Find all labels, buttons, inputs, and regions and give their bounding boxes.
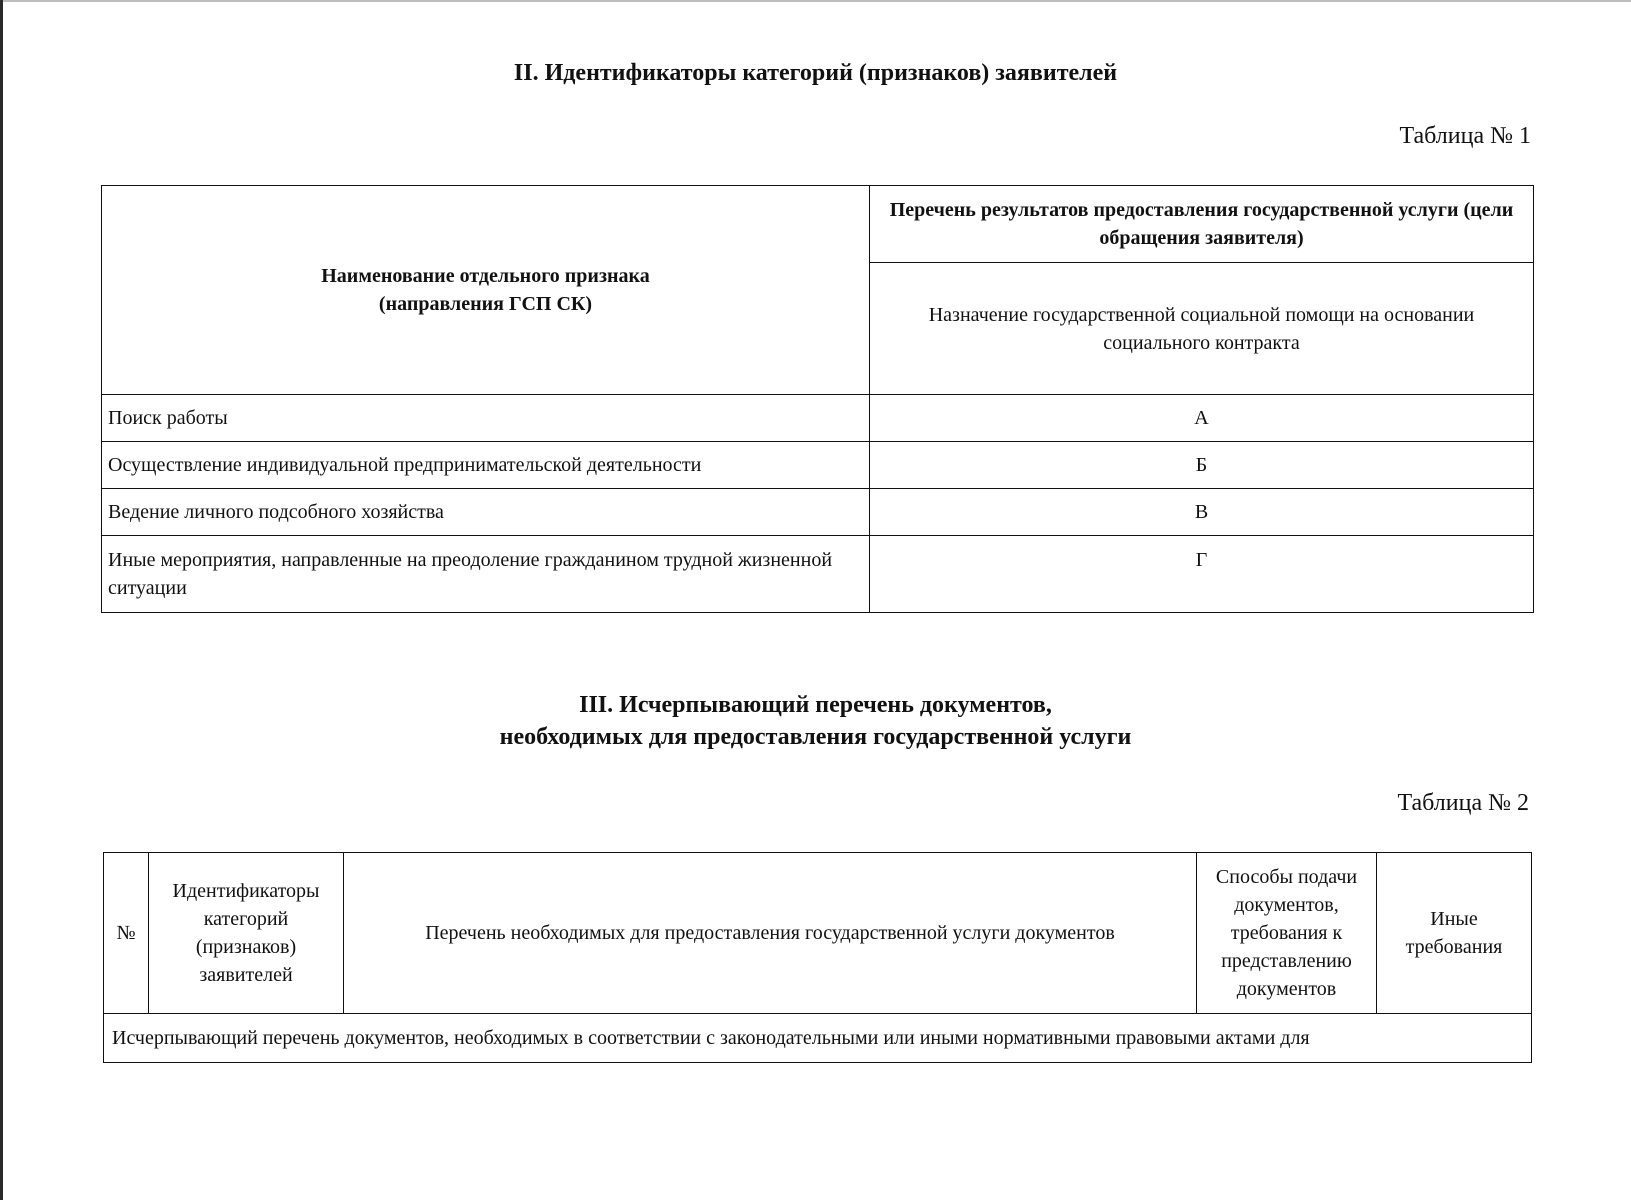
submission-header: Способы подачи документов, требования к представлению документов [1197, 853, 1377, 1014]
table-row [104, 1014, 1532, 1063]
feature-code-cell: Г [870, 536, 1534, 613]
exhaustive-list-row-text: Исчерпывающий перечень документов, необходимых в соответствии с законодательными или иными нормативными правовыми актами для [104, 1014, 1532, 1063]
table-1-caption: Таблица № 1 [1399, 123, 1531, 149]
table-row [102, 442, 1534, 489]
documents-table [103, 852, 1532, 1063]
results-list-subheader: Назначение государственной социальной помощи на основании социального контракта [870, 263, 1534, 395]
feature-name-cell: Осуществление индивидуальной предпринимательской деятельности [102, 442, 870, 489]
section-3-title: III. Исчерпывающий перечень документов, необходимых для предоставления государственной услуги [499, 692, 1132, 750]
scan-left-edge [0, 0, 3, 1200]
feature-code-cell: А [870, 395, 1534, 442]
table-row [102, 395, 1534, 442]
feature-code-cell: Б [870, 442, 1534, 489]
number-header: № [104, 853, 149, 1014]
table-row [102, 489, 1534, 536]
identifiers-header: Идентификаторы категорий (признаков) заявителей [149, 853, 344, 1014]
other-requirements-header: Иные требования [1377, 853, 1532, 1014]
feature-name-cell: Иные мероприятия, направленные на преодоление гражданином трудной жизненной ситуации [102, 536, 870, 613]
documents-header: Перечень необходимых для предоставления государственной услуги документов [344, 853, 1197, 1014]
scan-top-line [0, 0, 1631, 2]
results-list-header: Перечень результатов предоставления государственной услуги (цели обращения заявителя) [870, 186, 1534, 263]
table-row [102, 536, 1534, 613]
feature-code-cell: В [870, 489, 1534, 536]
feature-name-cell: Ведение личного подсобного хозяйства [102, 489, 870, 536]
feature-name-header: Наименование отдельного признака (направления ГСП СК) [102, 186, 870, 395]
feature-name-cell: Поиск работы [102, 395, 870, 442]
section-2-title: II. Идентификаторы категорий (признаков) заявителей [513, 60, 1118, 86]
applicant-identifiers-table [101, 185, 1534, 613]
table-2-caption: Таблица № 2 [1397, 790, 1529, 816]
table-header-row [104, 853, 1532, 1014]
